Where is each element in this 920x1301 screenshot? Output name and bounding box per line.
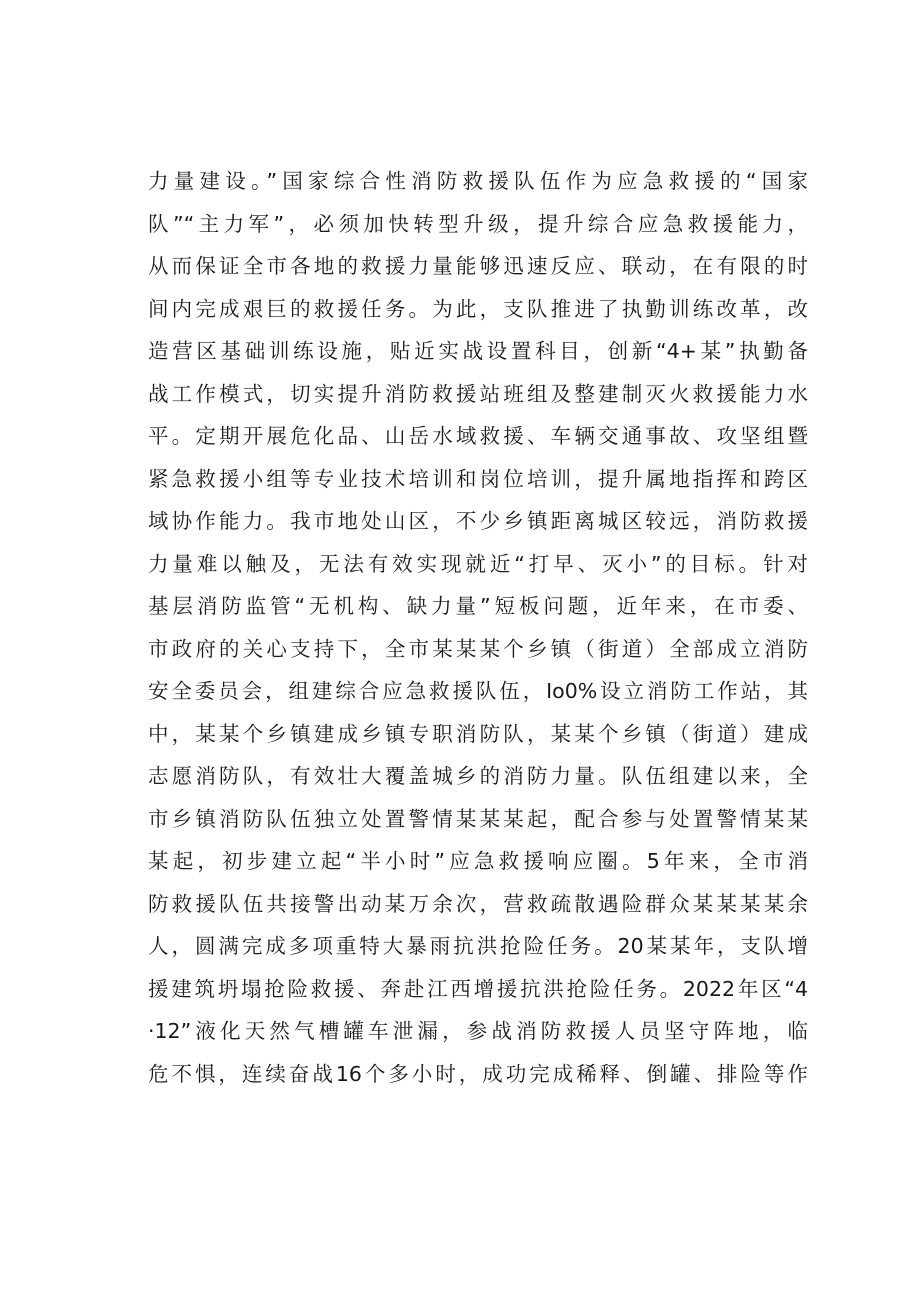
text-line: 人，圆满完成多项重特大暴雨抗洪抢险任务。20某某年，支队增 [148,934,808,958]
text-line: 中，某某个乡镇建成乡镇专职消防队，某某个乡镇（街道）建成 [148,721,808,746]
text-line: 造营区基础训练设施，贴近实战设置科目，创新“4+某”执勤备 [148,339,808,363]
text-line: 战工作模式，切实提升消防救援站班组及整建制灭火救援能力水 [148,381,808,406]
text-line: 危不惧，连续奋战16个多小时，成功完成稀释、倒罐、排险等作 [148,1061,808,1086]
text-line: 某起，初步建立起“半小时”应急救援响应圈。5年来，全市消 [148,849,808,873]
text-line: 市乡镇消防队伍独立处置警情某某某起，配合参与处置警情某某 [148,806,808,831]
text-line: 从而保证全市各地的救援力量能够迅速反应、联动，在有限的时 [148,254,808,278]
text-line: 力量难以触及，无法有效实现就近“打早、灭小”的目标。针对 [148,551,808,576]
text-line: 平。定期开展危化品、山岳水域救援、车辆交通事故、攻坚组暨 [148,424,808,448]
text-line: 力量建设。”国家综合性消防救援队伍作为应急救援的“国家 [148,169,808,193]
text-line: 队”“主力军”，必须加快转型升级，提升综合应急救援能力， [148,211,808,236]
text-line: 间内完成艰巨的救援任务。为此，支队推进了执勤训练改革，改 [148,296,808,321]
text-line: 志愿消防队，有效壮大覆盖城乡的消防力量。队伍组建以来，全 [148,764,808,788]
text-line: 援建筑坍塌抢险救援、奔赴江西增援抗洪抢险任务。2022年区“4 [148,976,808,1001]
body-text [148,160,808,1095]
text-line: 安全委员会，组建综合应急救援队伍，Io0%设立消防工作站，其 [148,679,808,703]
text-line: 防救援队伍共接警出动某万余次，营救疏散遇险群众某某某某余 [148,891,808,916]
text-line: 基层消防监管“无机构、缺力量”短板问题，近年来，在市委、 [148,594,808,618]
text-line: 域协作能力。我市地处山区，不少乡镇距离城区较远，消防救援 [148,509,808,533]
text-line: 市政府的关心支持下，全市某某某个乡镇（街道）全部成立消防 [148,636,808,661]
text-line: ·12”液化天然气槽罐车泄漏，参战消防救援人员坚守阵地，临 [148,1019,808,1043]
text-line: 紧急救援小组等专业技术培训和岗位培训，提升属地指挥和跨区 [148,466,808,491]
